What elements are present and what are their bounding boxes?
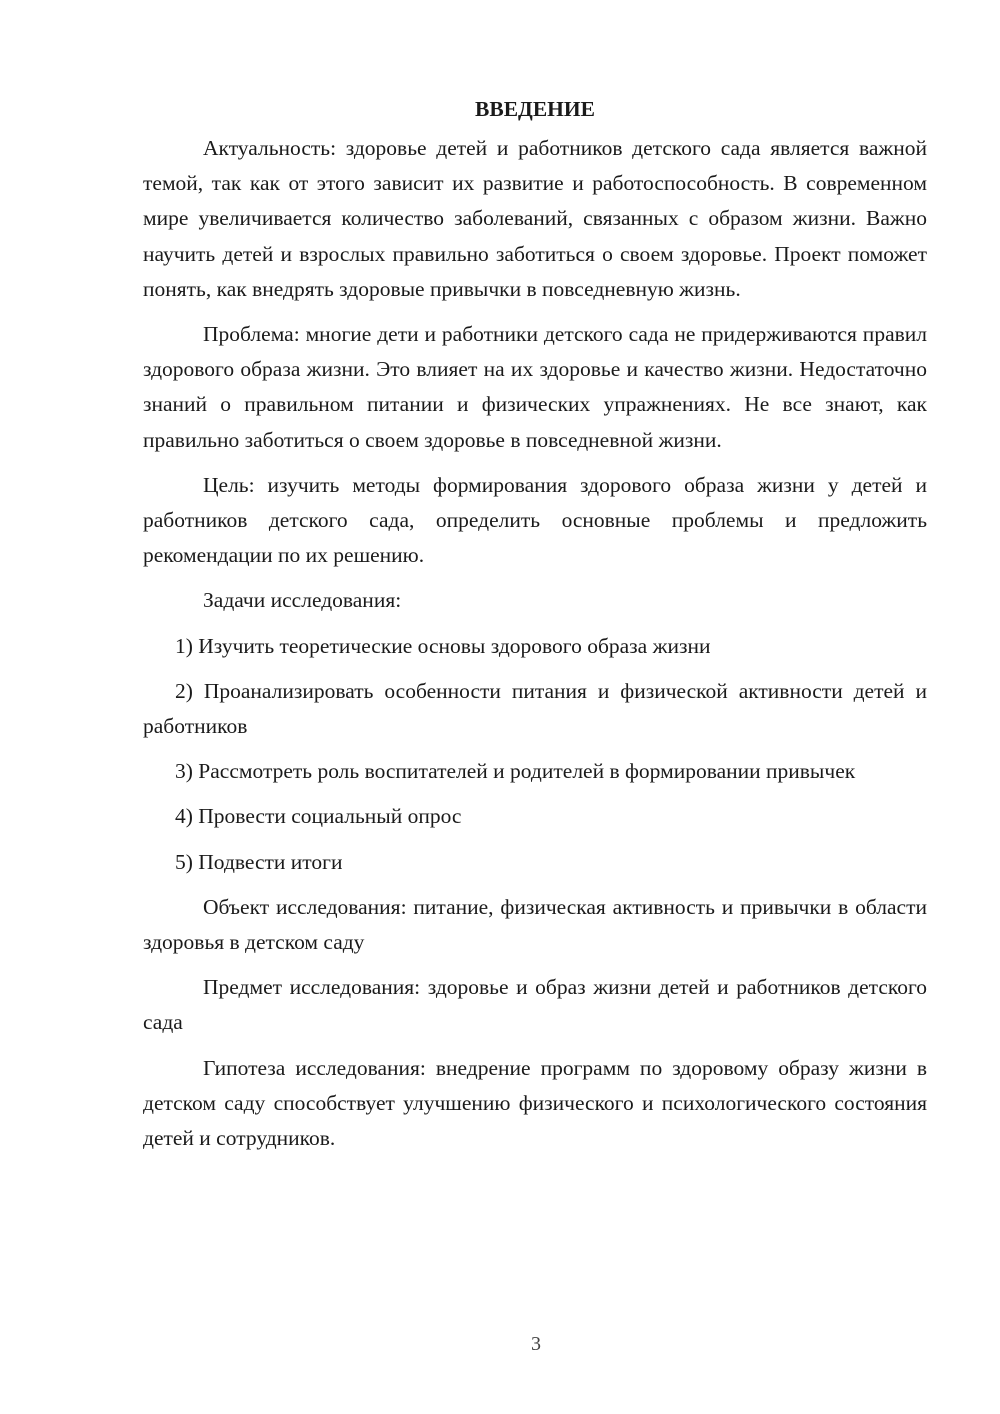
task-item-2: 2) Проанализировать особенности питания и физической активности детей и работников [143, 678, 927, 739]
tasks-heading: Задачи исследования: [203, 588, 402, 613]
task-item-4: 4) Провести социальный опрос [175, 804, 462, 829]
document-body [143, 92, 927, 1166]
task-item-1: 1) Изучить теоретические основы здорового образа жизни [175, 633, 711, 658]
subject-paragraph: Предмет исследования: здоровье и образ жизни детей и работников детского сада [143, 975, 927, 1035]
task-item-3: 3) Рассмотреть роль воспитателей и родителей в формировании привычек [175, 759, 856, 784]
problem-paragraph: Проблема: многие дети и работники детского сада не придерживаются правил здорового образа жизни. Это влияет на их здоровье и качество жизни. Недостаточно знаний о правильном питании и физических упражнениях. Не все знают, как правильно заботиться о своем здоровье в повседневной жизни. [143, 322, 927, 452]
task-item-5: 5) Подвести итоги [175, 849, 343, 874]
object-paragraph: Объект исследования: питание, физическая активность и привычки в области здоровья в детском саду [143, 894, 927, 955]
section-title: ВВЕДЕНИЕ [475, 97, 595, 121]
page-number: 3 [531, 1333, 541, 1355]
goal-paragraph: Цель: изучить методы формирования здорового образа жизни у детей и работников детского сада, определить основные проблемы и предложить рекомендации по их решению. [143, 472, 927, 568]
hypothesis-paragraph: Гипотеза исследования: внедрение программ по здоровому образу жизни в детском саду способствует улучшению физического и психологического состояния детей и сотрудников. [143, 1055, 927, 1151]
relevance-paragraph: Актуальность: здоровье детей и работников детского сада является важной темой, так как от этого зависит их развитие и работоспособность. В современном мире увеличивается количество заболеваний, связанных с образом жизни. Важно научить детей и взрослых правильно заботиться о своем здоровье. Проект поможет понять, как внедрять здоровые привычки в повседневную жизнь. [143, 136, 927, 301]
